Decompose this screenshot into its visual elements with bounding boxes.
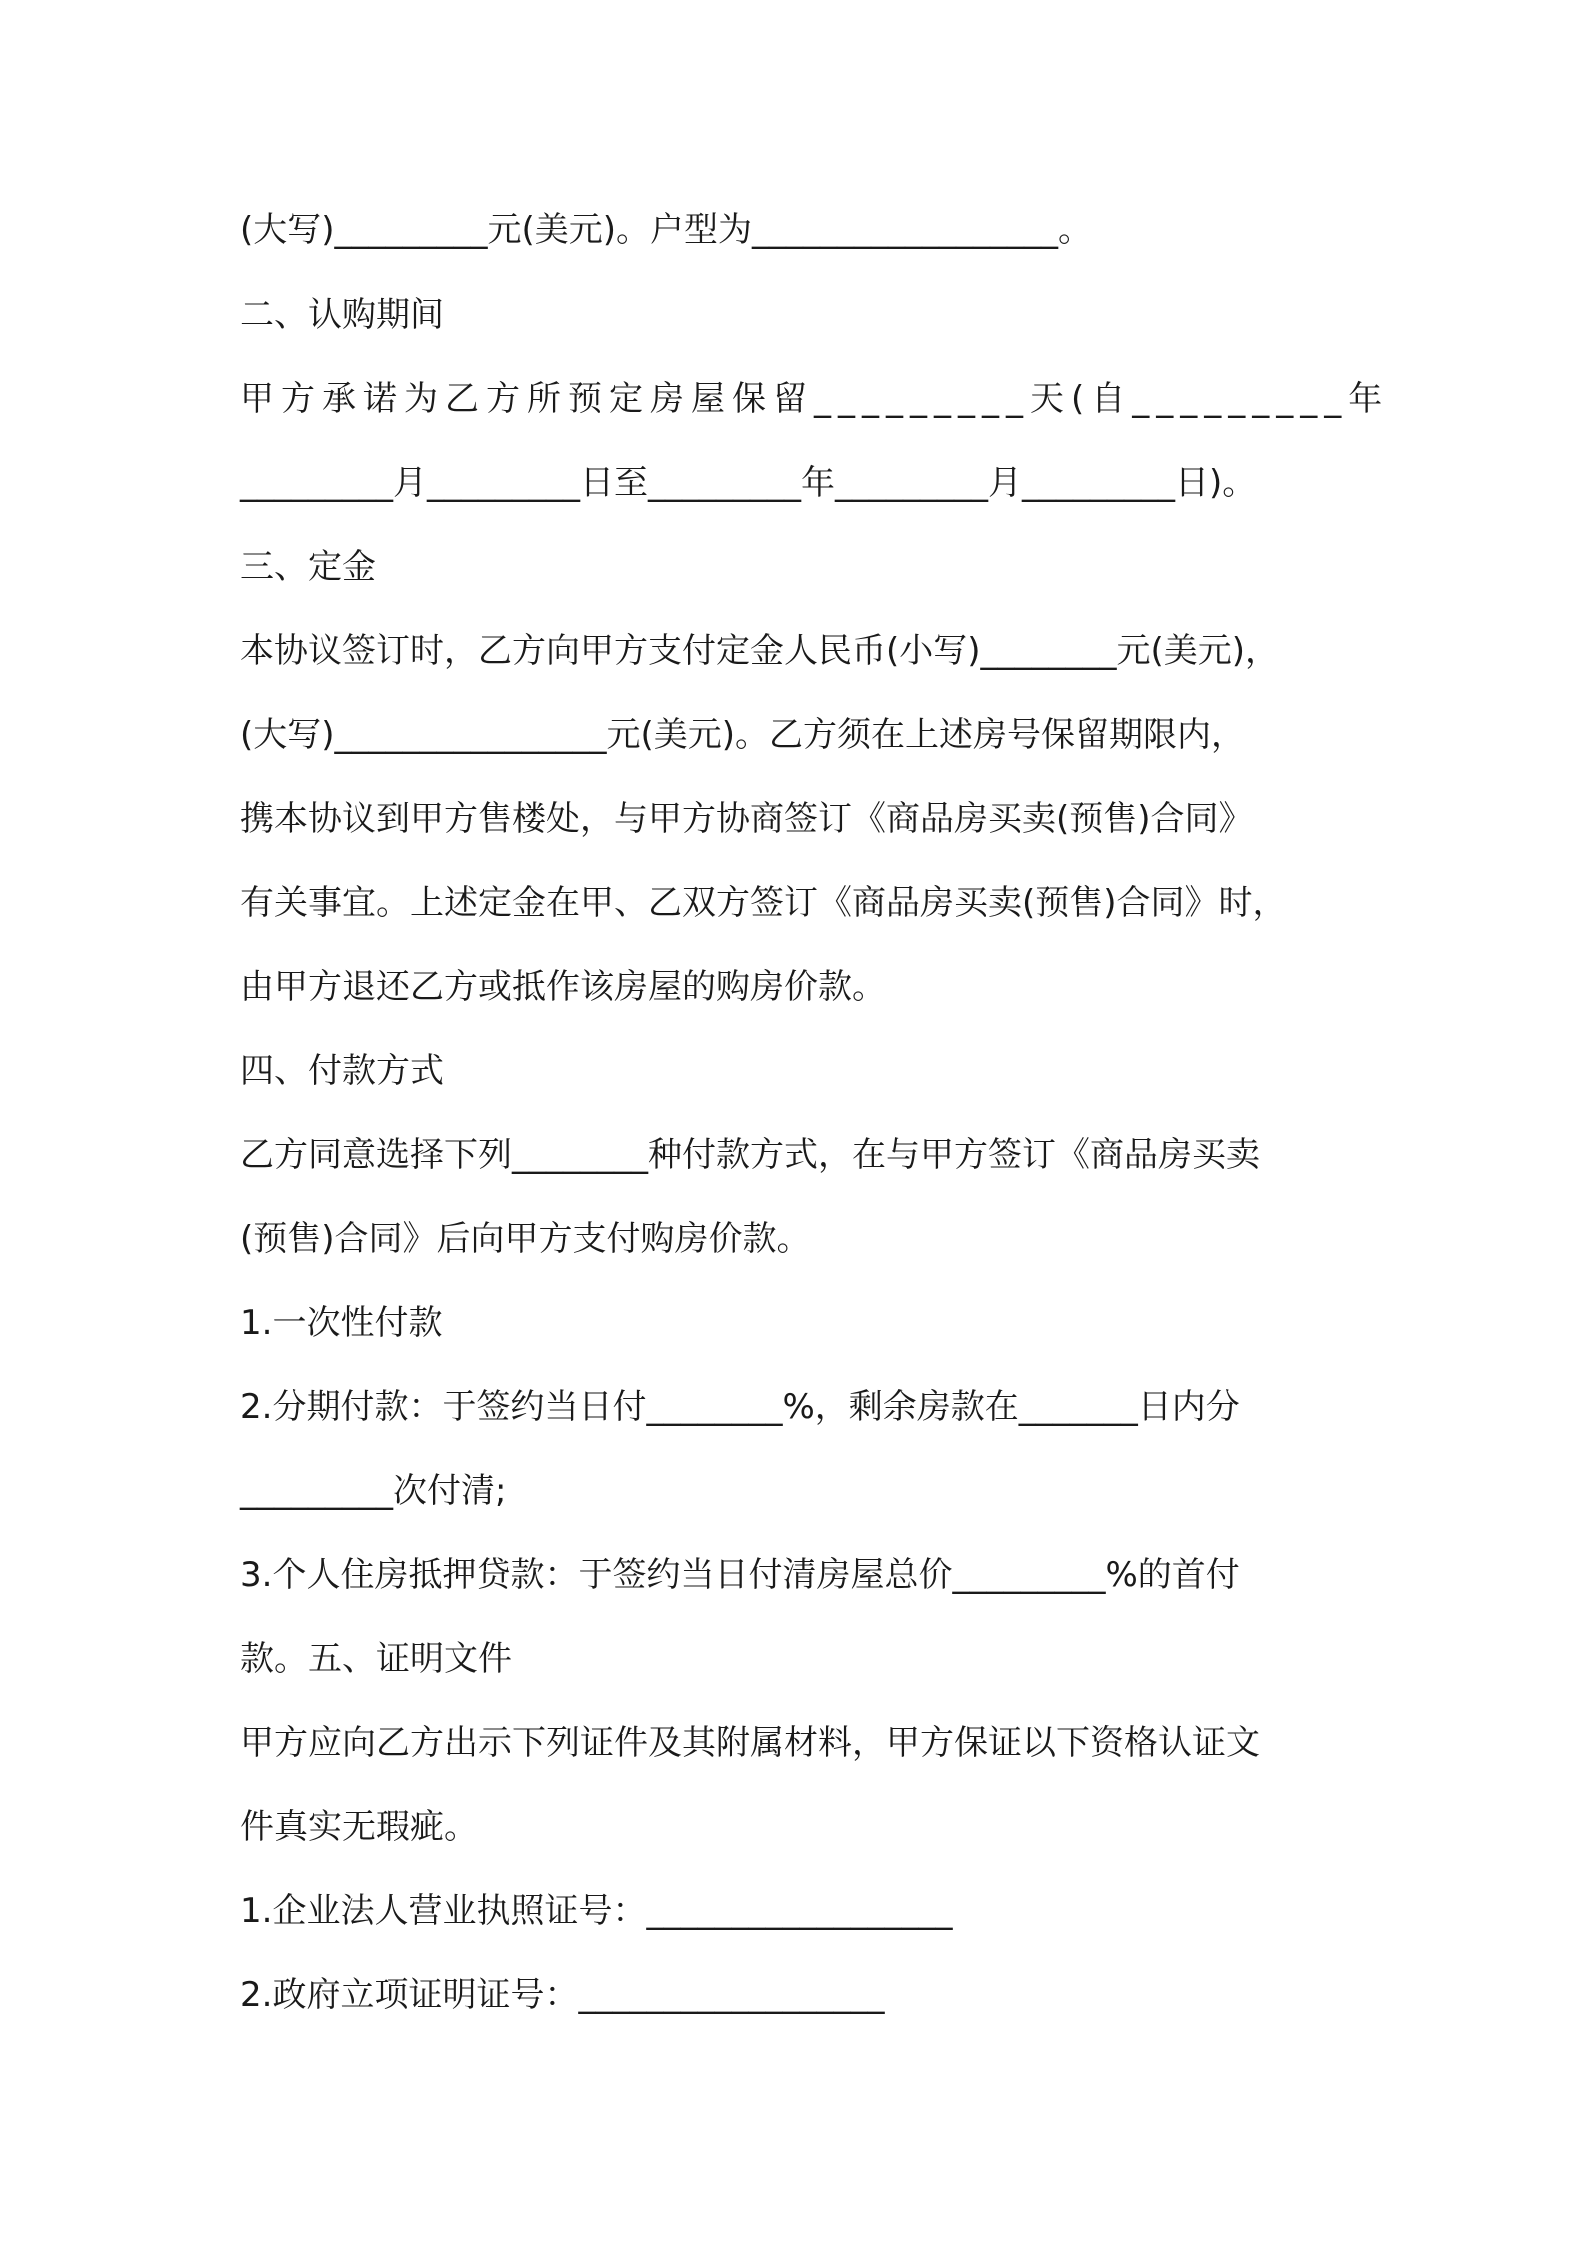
payment-option-mortgage-line-2: 款。五、证明文件: [240, 1639, 512, 1679]
payment-paragraph-line-1: 乙方同意选择下列________种付款方式，在与甲方签订《商品房买卖: [240, 1135, 1260, 1175]
payment-option-lump-sum: 1.一次性付款: [240, 1303, 443, 1343]
section-heading-payment-method: 四、付款方式: [240, 1051, 444, 1091]
payment-option-mortgage-line-1: 3.个人住房抵押贷款：于签约当日付清房屋总价_________%的首付: [240, 1555, 1240, 1595]
certificates-paragraph-line-1: 甲方应向乙方出示下列证件及其附属材料，甲方保证以下资格认证文: [240, 1723, 1260, 1763]
deposit-paragraph-line-5: 由甲方退还乙方或抵作该房屋的购房价款。: [240, 967, 886, 1007]
reservation-dates-line: _________月_________日至_________年_________月_________日)。: [240, 463, 1257, 503]
business-license-number-line: 1.企业法人营业执照证号：__________________: [240, 1891, 953, 1931]
certificates-paragraph-line-2: 件真实无瑕疵。: [240, 1807, 478, 1847]
payment-option-installment-line-2: _________次付清;: [240, 1471, 507, 1511]
payment-paragraph-line-2: (预售)合同》后向甲方支付购房价款。: [240, 1219, 811, 1259]
deposit-paragraph-line-1: 本协议签订时，乙方向甲方支付定金人民币(小写)________元(美元)，: [240, 631, 1280, 671]
reservation-period-line: 甲方承诺为乙方所预定房屋保留_________天(自_________年: [240, 379, 1390, 419]
section-heading-subscription-period: 二、认购期间: [240, 295, 444, 335]
section-heading-deposit: 三、定金: [240, 547, 376, 587]
government-approval-number-line: 2.政府立项证明证号：__________________: [240, 1975, 885, 2015]
deposit-paragraph-line-4: 有关事宜。上述定金在甲、乙双方签订《商品房买卖(预售)合同》时，: [240, 883, 1287, 923]
deposit-paragraph-line-3: 携本协议到甲方售楼处，与甲方协商签订《商品房买卖(预售)合同》: [240, 799, 1253, 839]
payment-option-installment-line-1: 2.分期付款：于签约当日付________%，剩余房款在_______日内分: [240, 1387, 1240, 1427]
deposit-paragraph-line-2: (大写)________________元(美元)。乙方须在上述房号保留期限内，: [240, 715, 1246, 755]
price-uppercase-line: (大写)_________元(美元)。户型为__________________。: [240, 210, 1093, 250]
